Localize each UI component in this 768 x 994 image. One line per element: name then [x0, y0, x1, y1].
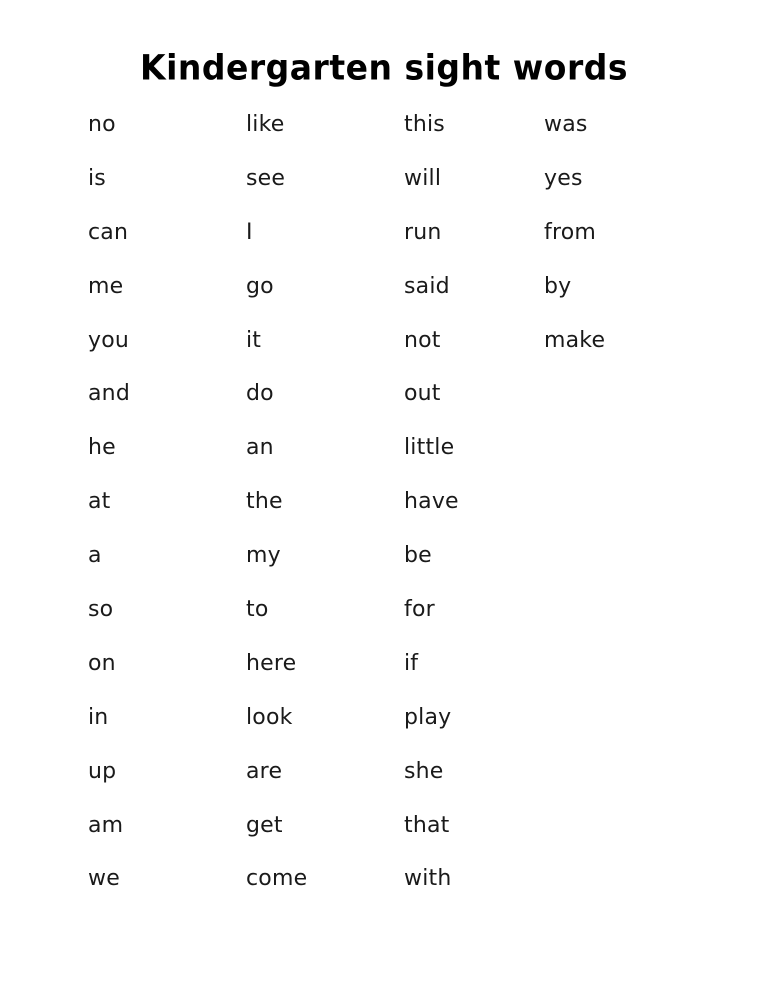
word-item: my — [246, 543, 281, 569]
word-column-2 — [246, 98, 404, 906]
word-item: to — [246, 597, 269, 623]
word-column-4 — [544, 98, 704, 367]
word-item: are — [246, 758, 283, 784]
word-item: will — [404, 165, 442, 191]
word-item: so — [88, 597, 114, 623]
word-item: come — [246, 866, 308, 892]
word-item: that — [404, 812, 450, 838]
word-item: she — [404, 758, 444, 784]
word-item: in — [88, 704, 109, 730]
word-item: out — [404, 381, 441, 407]
word-item: an — [246, 435, 274, 461]
word-item: go — [246, 273, 274, 299]
word-item: was — [544, 112, 588, 137]
word-item: he — [88, 435, 116, 461]
word-item: yes — [544, 165, 583, 191]
word-item: get — [246, 812, 283, 838]
word-item: do — [246, 381, 274, 407]
word-item: like — [246, 112, 285, 137]
word-item: not — [404, 327, 441, 353]
page-title: Kindergarten sight words — [140, 46, 628, 89]
word-item: if — [404, 650, 419, 676]
word-item: with — [404, 866, 452, 892]
word-column-3 — [404, 98, 544, 906]
word-item: the — [246, 489, 283, 515]
word-item: is — [88, 165, 106, 191]
word-item: no — [88, 112, 116, 137]
word-item: be — [404, 543, 432, 569]
word-item: make — [544, 327, 606, 353]
word-item: play — [404, 704, 452, 730]
word-item: this — [404, 112, 445, 137]
word-item: little — [404, 435, 455, 461]
word-item: up — [88, 758, 117, 784]
word-item: we — [88, 866, 120, 892]
word-item: by — [544, 273, 572, 299]
word-item: from — [544, 219, 596, 245]
word-item: it — [246, 327, 262, 353]
word-item: and — [88, 381, 130, 407]
word-item: me — [88, 273, 124, 299]
word-item: look — [246, 704, 293, 730]
word-columns — [88, 98, 708, 906]
word-item: I — [246, 219, 253, 245]
word-item: you — [88, 327, 130, 353]
word-item: have — [404, 489, 459, 515]
word-item: at — [88, 489, 111, 515]
word-item: see — [246, 165, 286, 191]
word-column-1 — [88, 98, 246, 906]
word-item: a — [88, 543, 102, 569]
word-item: on — [88, 650, 116, 676]
word-item: said — [404, 273, 450, 299]
word-item: run — [404, 219, 442, 245]
word-item: for — [404, 597, 435, 623]
word-item: am — [88, 812, 124, 838]
word-item: can — [88, 219, 129, 245]
word-item: here — [246, 650, 297, 676]
